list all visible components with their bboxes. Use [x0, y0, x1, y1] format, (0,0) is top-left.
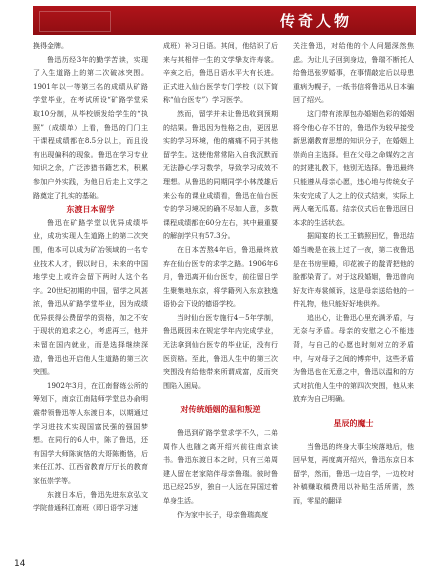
paragraph: 鲁迅在矿路学堂以优异成绩毕业，成功实现人生道路上的第二次突围，他本可以成为矿冶领域的一名专业技术人才，假以时日，未来的中国地学史上或许会留下两时人这个名字。20世纪初期的中国，留学之风甚浓，鲁迅从矿路学堂毕业，因为成绩优异获得公费留学的资格，加之不安于现状的追求之心，考虑再三，他并未留在国内就业，而是选择继续深造，鲁迅也开启他人生道路的第三次突围。 — [33, 218, 148, 377]
paragraph: 这门带有浓厚包办婚姻色彩的婚姻将令他心存不甘的，鲁迅作为较早接受新思潮教育思想的知识分子，在婚姻上崇尚自主选择。但在父母之命媒妁之言的封建礼教下，他别无选择。鲁迅最终只能遵从母亲心愿，违心地与传统女子朱安完成了人之上的仪式结束，实际上两人毫无瓜葛。结亲仪式后在鲁迅回日本求的生活状态。 — [293, 109, 414, 227]
paragraph: 当时仙台医专施行4－5年学制，鲁迅既因未在规定学年内完成学业，无法拿到仙台医专的毕业证，没有行医资格。至此，鲁迅人生中的第三次突围没有给他带来所谓成富，反而突围陷入困局。 — [163, 313, 278, 390]
section-title: 传奇人物 — [279, 12, 352, 30]
subsection-heading: 对传统婚姻的温和叛逆 — [180, 405, 261, 415]
paragraph: 据闻宴的长工王鹤照回忆，鲁迅结婚当晚是在孩上过了一夜，第二夜鲁迅是在书房里睡，印花被子的靛青把他的脸都染青了。对于这段婚姻，鲁迅曾向好友许寿裳倾诉，这是母亲送给他的一件礼物，他只能好好地供养。 — [293, 232, 414, 309]
paragraph: 成班）补习日语。其间，他结识了后来与其相伴一生的文学挚友许寿裳。辛亥之后，鲁迅日语水平大有长进。正式进入仙台医学专门学校（以下简称“仙台医专”）学习医学。 — [163, 42, 278, 105]
text-column-1 — [33, 40, 148, 516]
paragraph: 追出心，让鲁迅心里充满矛盾，与无奈与矛盾。母亲的安慰之心不能违背，与自己的心愿也时刻对立的矛盾中，与对母子之间的博弈中，这些矛盾为鲁迅也在无意之中，鲁迅以温和的方式对抗他人生中的第四次突围，他从来放弃为自己明确。 — [293, 313, 414, 404]
paragraph: 换得金牌。 — [33, 42, 68, 50]
text-column-3 — [293, 40, 414, 509]
header-decoration — [39, 11, 111, 32]
paragraph: 鲁迅历经3年的勤学苦读，实现了入生道路上的第二次破冰突围。1901年以一等第三名的成绩从矿路学堂毕业，在考试所设“矿路学堂采取10分制，从毕校颁发给学生的“执照”（成绩单）上看，鲁迅的门门主干课程成绩都在8.5分以上，而且没有出现偏科的现象。鲁迅在学习专业知识之余，广泛涉猎书籍艺术，积累参加户外实践，为他日后走上文学之路奠定了扎实的基础。 — [33, 55, 148, 200]
subsection-heading: 星辰的魔士 — [333, 419, 374, 429]
paragraph: 关注鲁迅，对给他的个人问题深然焦虑。为让儿子回到身边，鲁瑞不断托人给鲁迅张罗婚事，在事情敲定后以母患重病为幌子，一纸书信将鲁迅从日本骗回了绍兴。 — [293, 42, 414, 105]
paragraph: 东渡日本后，鲁迅先进东京弘文学院普通科江南班（即日语学习速 — [33, 490, 148, 513]
paragraph: 当鲁迅的终身大事尘埃落地后，他回早复，再度离开绍兴，鲁迅东京日本留学，然而，鲁迅一边自学，一边校对补稿赚取稿费用以补贴生活所需，然而，零星的翻译 — [293, 442, 414, 505]
subsection-heading: 东渡日本留学 — [66, 205, 115, 215]
header-title-box — [226, 9, 406, 32]
text-column-2 — [163, 40, 278, 522]
page-number: 14 — [14, 559, 26, 569]
paragraph: 然而，留学并未让鲁迅收到预期的结果。鲁迅因为性格之由，更因思实的学习环境，他的痛痛不同于其他留学生。这使他常常陷入自我沉默而无法静心学习数学，导致学习成效不理想。从鲁迅的同期同学小林茂雄后来公布的课业成绩看，鲁迅在仙台医专的学习境况的确不尽如人意，多数课程成绩都在60分左右，其中最重要的解剖学只有57.3分。 — [163, 109, 278, 241]
section-header-band — [33, 6, 416, 35]
paragraph: 在日本苦熬4年后，鲁迅最终放弃在仙台医专的求学之路。1906年6月，鲁迅离开仙台医专，前往留日学生聚集地东京，将学籍列入东京独逸语协会下设的德语学校。 — [163, 245, 278, 309]
paragraph: 作为家中长子，母亲鲁瑞高度 — [177, 510, 268, 519]
paragraph: 1902年3月，在江南督练公所的筹划下，南京江南陆师学堂总办俞明震带领鲁迅等人东渡日本，以期通过学习进技术实现国富民强的强国梦想。在同行的6人中，陈了鲁迅，还有国学大师陈寅恪的大哥陈衡恪，后来任江苏、江西省教育厅厅长的教育家伍崇学等。 — [33, 381, 148, 485]
paragraph: 鲁迅到矿路学堂求学不久，二弟周作人也随之离开绍兴前往南京读书。鲁迅东渡日本之时，只有三弟周建人留在老家陪伴母亲鲁瑞。彼时鲁迅已经25岁，独自一人远在异国过着单身生活。 — [163, 429, 278, 505]
